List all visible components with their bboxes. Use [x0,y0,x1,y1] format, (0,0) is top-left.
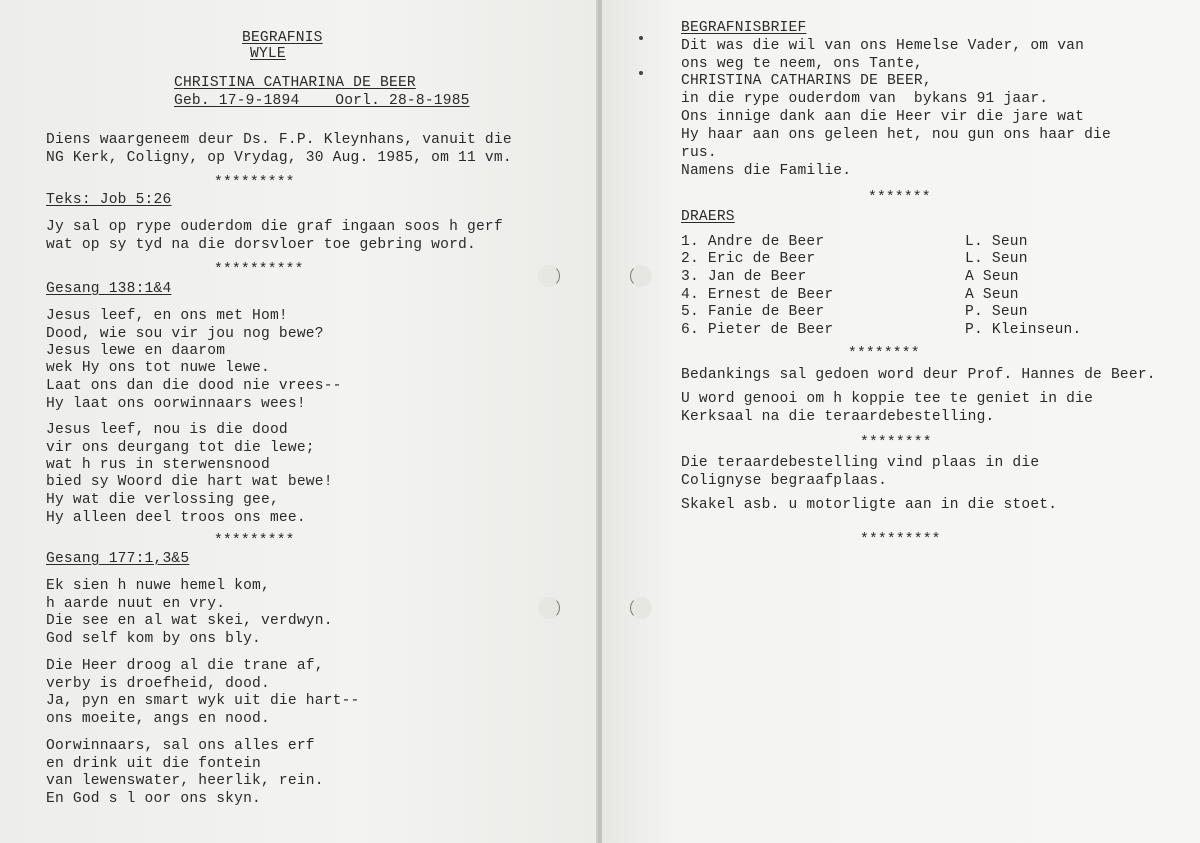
hymn-line: Hy laat ons oorwinnaars wees! [46,396,306,412]
pallbearer-name: 4. Ernest de Beer [681,287,834,303]
pallbearer-relation: L. Seun [965,234,1028,250]
pallbearer-name: 3. Jan de Beer [681,269,807,285]
birth-death-dates: Geb. 17-9-1894 Oorl. 28-8-1985 [174,93,470,109]
letter-line: in die rype ouderdom van bykans 91 jaar. [681,91,1049,107]
service-line-1: Diens waargeneem deur Ds. F.P. Kleynhans, vanuit die [46,132,512,148]
pallbearer-relation: L. Seun [965,251,1028,267]
hymn-line: Jesus lewe en daarom [46,343,226,359]
deceased-name: CHRISTINA CATHARINA DE BEER [174,75,416,91]
separator-stars: ******* [868,190,931,206]
punch-hole [630,597,652,619]
ink-dot [639,36,643,40]
letter-line: Hy haar aan ons geleen het, nou gun ons haar die [681,127,1111,143]
gesang-177-heading: Gesang 177:1,3&5 [46,551,190,567]
separator-stars: ********* [214,175,295,191]
separator-stars: ********* [214,533,295,549]
pallbearer-name: 2. Eric de Beer [681,251,816,267]
hymn-line: Jesus leef, en ons met Hom! [46,308,288,324]
teraarde-line-1: Die teraardebestelling vind plaas in die [681,455,1040,471]
hymn-line: Dood, wie sou vir jou nog bewe? [46,326,324,342]
gesang-138-heading: Gesang 138:1&4 [46,281,172,297]
pallbearer-name: 5. Fanie de Beer [681,304,825,320]
title-begrafnis: BEGRAFNIS [242,30,323,46]
letter-line: CHRISTINA CATHARINS DE BEER, [681,73,932,89]
hymn-line: Jesus leef, nou is die dood [46,422,288,438]
hymn-line: bied sy Woord die hart wat bewe! [46,474,333,490]
draers-heading: DRAERS [681,209,735,225]
hymn-line: h aarde nuut en vry. [46,596,226,612]
hymn-line: wek Hy ons tot nuwe lewe. [46,360,270,376]
hymn-line: vir ons deurgang tot die lewe; [46,440,315,456]
letter-line: rus. [681,145,717,161]
hymn-line: Ek sien h nuwe hemel kom, [46,578,270,594]
hymn-line: ons moeite, angs en nood. [46,711,270,727]
ink-dot [639,71,643,75]
separator-stars: ******** [860,435,932,451]
teks-line-2: wat op sy tyd na die dorsvloer toe gebring word. [46,237,476,253]
letter-line: Dit was die wil van ons Hemelse Vader, om van [681,38,1085,54]
separator-stars: ********* [860,532,941,548]
separator-stars: ******** [848,346,920,362]
koppie-line-2: Kerksaal na die teraardebestelling. [681,409,995,425]
right-page [602,0,1200,843]
hymn-line: wat h rus in sterwensnood [46,457,270,473]
hymn-line: En God s l oor ons skyn. [46,791,261,807]
pallbearer-relation: P. Kleinseun. [965,322,1082,338]
punch-hole [538,265,560,287]
skakel-text: Skakel asb. u motorligte aan in die stoet. [681,497,1058,513]
pallbearer-relation: P. Seun [965,304,1028,320]
teks-heading: Teks: Job 5:26 [46,192,172,208]
hymn-line: Die Heer droog al die trane af, [46,658,324,674]
letter-line: ons weg te neem, ons Tante, [681,56,923,72]
pallbearer-relation: A Seun [965,287,1019,303]
pallbearer-name: 1. Andre de Beer [681,234,825,250]
letter-line: Namens die Familie. [681,163,852,179]
hymn-line: Hy wat die verlossing gee, [46,492,279,508]
hymn-line: Ja, pyn en smart wyk uit die hart-- [46,693,360,709]
teks-line-1: Jy sal op rype ouderdom die graf ingaan soos h gerf [46,219,503,235]
hymn-line: Hy alleen deel troos ons mee. [46,510,306,526]
left-page [0,0,598,843]
hymn-line: van lewenswater, heerlik, rein. [46,773,324,789]
hymn-line: verby is droefheid, dood. [46,676,270,692]
hymn-line: God self kom by ons bly. [46,631,261,647]
service-line-2: NG Kerk, Coligny, op Vrydag, 30 Aug. 1985, om 11 vm. [46,150,512,166]
pallbearer-name: 6. Pieter de Beer [681,322,834,338]
pallbearer-relation: A Seun [965,269,1019,285]
hymn-line: en drink uit die fontein [46,756,261,772]
letter-line: Ons innige dank aan die Heer vir die jare wat [681,109,1085,125]
hymn-line: Oorwinnaars, sal ons alles erf [46,738,315,754]
hymn-line: Die see en al wat skei, verdwyn. [46,613,333,629]
punch-hole [538,597,560,619]
punch-hole [630,265,652,287]
begrafnisbrief-heading: BEGRAFNISBRIEF [681,20,807,36]
separator-stars: ********** [214,262,304,278]
title-wyle: WYLE [250,46,286,62]
bedankings-text: Bedankings sal gedoen word deur Prof. Hannes de Beer. [681,367,1156,383]
koppie-line-1: U word genooi om h koppie tee te geniet in die [681,391,1094,407]
hymn-line: Laat ons dan die dood nie vrees-- [46,378,342,394]
teraarde-line-2: Colignyse begraafplaas. [681,473,888,489]
